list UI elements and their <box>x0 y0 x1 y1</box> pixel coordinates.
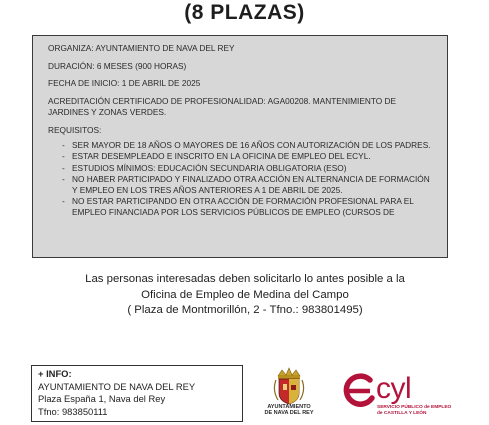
duracion-line: DURACIÓN: 6 MESES (900 HORAS) <box>48 60 187 71</box>
info-address: Plaza España 1, Nava del Rey <box>38 393 166 405</box>
fecha-inicio-line: FECHA DE INICIO: 1 DE ABRIL DE 2025 <box>48 78 201 89</box>
ecyl-subtitle <box>377 405 477 417</box>
requisito-item: - NO ESTAR PARTICIPANDO EN OTRA ACCIÓN DE FORMACIÓN PROFESIONAL PARA EL EMPLEO FINANCIADA POR LOS SERVICIOS PÚBLICOS DE EMPLEO (CURSOS DE <box>72 196 435 218</box>
page-heading: (8 PLAZAS) <box>184 1 305 24</box>
ecyl-sub-line-1: SERVICIO PÚBLICO de EMPLEO <box>377 405 452 410</box>
course-details-box <box>32 35 448 258</box>
info-org: AYUNTAMIENTO DE NAVA DEL REY <box>38 380 196 392</box>
requisito-item: - NO HABER PARTICIPADO Y FINALIZADO OTRA ACCIÓN EN ALTERNANCIA DE FORMACIÓN Y EMPLEO EN LOS TRES AÑOS ANTERIORES A 1 DE ABRIL DE 2025. <box>72 174 435 196</box>
requisitos-list <box>48 140 435 218</box>
ecyl-e-icon <box>340 372 378 410</box>
info-box <box>31 365 243 422</box>
ayuntamiento-logo-text <box>248 404 330 417</box>
acreditacion-line: ACREDITACIÓN CERTIFICADO DE PROFESIONALIDAD: AGA00208. MANTENIMIENTO DE JARDINES Y ZONAS VERDES. <box>48 96 397 118</box>
requisitos-title: REQUISITOS: <box>48 125 102 136</box>
info-title: + INFO: <box>38 368 72 379</box>
notice-line-2: Oficina de Empleo de Medina del Campo <box>141 288 349 301</box>
organiza-line: ORGANIZA: AYUNTAMIENTO DE NAVA DEL REY <box>48 43 235 53</box>
notice-line-1: Las personas interesadas deben solicitarlo lo antes posible a la <box>85 273 405 285</box>
requisito-item: - SER MAYOR DE 18 AÑOS O MAYORES DE 16 AÑOS CON AUTORIZACIÓN DE LOS PADRES. <box>72 140 435 151</box>
ecyl-name: cyl <box>376 372 412 405</box>
ayto-text-line-2: DE NAVA DEL REY <box>264 410 314 417</box>
ayto-text-line-1: AYUNTAMIENTO <box>267 404 311 410</box>
application-notice <box>40 272 450 319</box>
requisito-item: - ESTUDIOS MÍNIMOS: EDUCACIÓN SECUNDARIA OBLIGATORIA (ESO) <box>72 163 435 174</box>
ecyl-sub-line-2: de CASTILLA Y LEÓN <box>377 411 427 416</box>
requisito-item: - ESTAR DESEMPLEADO E INSCRITO EN LA OFICINA DE EMPLEO DEL ECYL. <box>72 151 435 162</box>
info-phone: Tfno: 983850111 <box>38 405 108 417</box>
notice-line-3: ( Plaza de Montmorillón, 2 - Tfno.: 983801495) <box>127 304 363 317</box>
